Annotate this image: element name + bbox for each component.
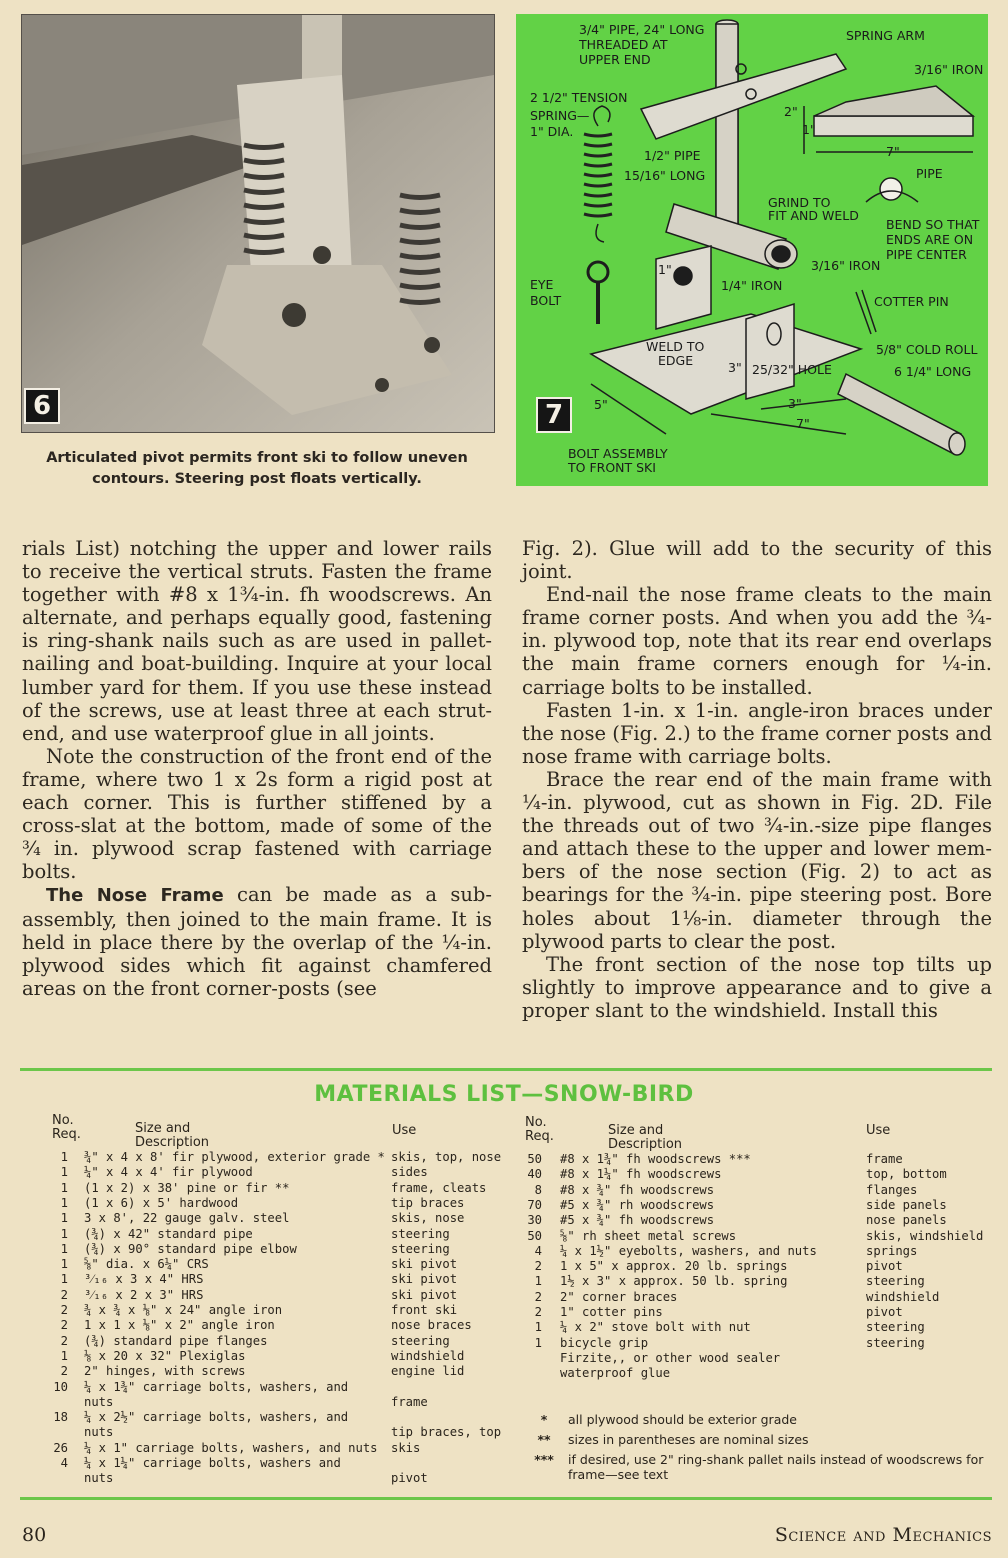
label-pipe-top-3: UPPER END [579,52,651,67]
qty-cell: 1 [60,1226,68,1241]
note-item [530,1432,990,1447]
magazine-name: Science and Mechanics [774,1524,992,1546]
header-use: Use [392,1123,417,1138]
note-text: if desired, use 2" ring-shank pallet nails instead of woodscrews for frame—see text [568,1452,984,1482]
description-cell: 2" hinges, with screws [84,1364,246,1379]
description-cell: ⅛ x 20 x 32" Plexiglas [84,1348,246,1363]
qty-cell: 1 [60,1241,68,1256]
description-cell: ¼ x 1½" eyebolts, washers, and nuts [560,1243,817,1258]
use-cell: windshield [391,1348,465,1363]
qty-cell: 10 [53,1379,68,1394]
qty-cell: 4 [534,1243,542,1258]
use-cell: side panels [866,1197,947,1212]
body-paragraph: rials List) notching the upper and lower rails to receive the vertical struts. Fasten the frame together with #8 x 1¾-in. fh woodscrews. An alternate, and perhaps equally good, fastening is ring-shank nails such as are used in pallet-nailing and boat-building. Inquire at your local lumber yard for them. If you use these instead of the screws, use at least three at each strut-end, and use waterproof glue in all joints. [22,537,492,745]
label-pipe: PIPE [916,166,943,181]
qty-cell: 1 [60,1150,68,1164]
label-dim-7-top: 7" [886,144,900,159]
description-cell: #8 x 1¾" fh woodscrews *** [560,1152,751,1166]
label-grind-2: FIT AND WELD [768,208,859,223]
body-column-right [522,537,992,1022]
description-cell: 3 x 8', 22 gauge galv. steel [84,1211,290,1226]
use-cell: sides [391,1165,428,1180]
note-text: all plywood should be exterior grade [568,1412,797,1427]
qty-cell: 26 [53,1440,68,1455]
description-cell: ¼ x 1" carriage bolts, washers, and nuts [84,1440,378,1455]
label-cold-2: 6 1/4" LONG [894,364,972,379]
use-cell: skis, windshield [866,1228,984,1243]
use-cell: frame [866,1152,903,1166]
note-mark: ** [537,1432,551,1447]
body-paragraph: Brace the rear end of the main frame with ¼-in. plywood, cut as shown in Fig. 2D. File the threads out of two ¾-in.-size pipe flanges and attach these to the upper and lower members of the nose section (Fig. 2) to act as bearings for the ¾-in. pipe steering post. Bore holes about 1⅛-in. diameter through the plywood parts to clear the post. [522,767,992,953]
label-bend-2: ENDS ARE ON [886,232,974,247]
header-no-right: No. [525,1115,547,1130]
label-weld-2: EDGE [658,353,694,368]
qty-cell: 8 [534,1182,542,1197]
use-cell: tip braces [391,1195,465,1210]
description-cell: 2" corner braces [560,1289,678,1304]
label-hole: 25/32" HOLE [752,362,832,377]
body-paragraph: The front section of the nose top tilts up slightly to improve appearance and to give a proper slant to the windshield. Install this [522,952,992,1022]
label-eye-2: BOLT [530,293,562,308]
use-cell: flanges [866,1182,918,1197]
figure-7-number: 7 [536,397,572,433]
label-dim-2: 2" [784,104,798,119]
header-no: No. [52,1113,74,1128]
description-cell: 1 x 5" x approx. 20 lb. springs [560,1259,788,1274]
label-dim-1-plate: 1" [658,262,672,277]
body-paragraph: Fasten 1-in. x 1-in. angle-iron braces under the nose (Fig. 2.) to the frame corner posts and nose frame with carriage bolts. [522,698,992,768]
use-cell: steering [866,1335,925,1350]
caption-line-1: Articulated pivot permits front ski to follow uneven [46,450,468,466]
body-paragraph: Fig. 2). Glue will add to the security of this joint. [522,537,992,584]
use-cell: steering [866,1274,925,1289]
description-cell: bicycle grip [560,1335,649,1350]
label-spring-arm: SPRING ARM [846,28,925,43]
description-cell: (1 x 6) x 5' hardwood [84,1195,239,1210]
use-cell: pivot [866,1259,903,1274]
description-cell: ⅝" dia. x 6¼" CRS [84,1257,209,1272]
description-cell: ¼ x 1¾" carriage bolts, washers, and [84,1379,349,1394]
description-cell: ¾ x ¾ x ⅛" x 24" angle iron [84,1303,283,1317]
qty-cell: 40 [527,1167,542,1182]
use-cell: pivot [391,1471,428,1486]
note-item [530,1412,990,1427]
body-paragraph-text: can be made as a subassembly, then joined to the main frame. It is held in place there by the overlap of the ¼-in. plywood sides which fit against chamfered areas on the front corner-posts (see [22,883,492,1000]
header-size: Size and Description [135,1121,210,1150]
description-cell: ³⁄₁₆ x 2 x 3" HRS [84,1287,204,1302]
use-cell: windshield [866,1289,940,1304]
page-number: 80 [22,1524,47,1546]
use-cell: springs [866,1243,918,1258]
use-cell: skis, top, nose [391,1150,502,1164]
label-cold-1: 5/8" COLD ROLL [876,342,978,357]
use-cell: skis [391,1440,421,1455]
use-cell: skis, nose [391,1211,465,1226]
top-rule [20,1068,992,1071]
use-cell: ski pivot [391,1272,458,1287]
label-tension-3: 1" DIA. [530,124,574,139]
description-cell: Firzite,, or other wood sealer [560,1350,781,1365]
qty-cell: 2 [534,1259,542,1274]
label-pipe-top-2: THREADED AT [579,37,668,52]
label-tension-2: SPRING— [530,108,590,123]
label-tension-1: 2 1/2" TENSION [530,90,628,105]
header-use-right: Use [866,1123,891,1138]
description-cell: #5 x ¾" rh woodscrews [560,1197,715,1212]
description-cell: ¼ x 2½" carriage bolts, washers, and [84,1410,349,1425]
use-cell: engine lid [391,1364,465,1379]
label-dim-3-bottom: 3" [788,396,802,411]
label-bolt-2: TO FRONT SKI [568,460,656,475]
materials-title: MATERIALS LIST—SNOW-BIRD [314,1082,694,1107]
qty-cell: 1 [60,1211,68,1226]
body-paragraph: End-nail the nose frame cleats to the main frame corner posts. And when you add the ¾-in. plywood top, note that its rear end overlaps the main frame corners enough for ¼-in. carriage bolts to be installed. [522,583,992,699]
note-mark: *** [534,1452,554,1467]
label-half-pipe-1: 1/2" PIPE [644,148,701,163]
use-cell: steering [391,1241,450,1256]
qty-cell: 30 [527,1213,542,1228]
header-size-right: Size and Description [608,1123,683,1152]
qty-cell: 1 [534,1274,542,1289]
qty-cell: 2 [60,1364,68,1379]
description-cell: nuts [84,1394,114,1409]
label-dim-7-bottom: 7" [796,416,810,431]
qty-cell: 18 [53,1410,68,1425]
qty-cell: 1 [60,1165,68,1180]
description-cell: ¼ x 1¼" carriage bolts, washers and [84,1456,341,1470]
use-cell: tip braces, top [391,1425,502,1440]
qty-cell: 1 [60,1195,68,1210]
qty-cell: 2 [534,1289,542,1304]
figure-6-photo [21,14,495,433]
qty-cell: 2 [60,1333,68,1348]
qty-cell: 2 [534,1305,542,1319]
description-cell: (1 x 2) x 38' pine or fir ** [84,1180,290,1195]
label-pipe-top-1: 3/4" PIPE, 24" LONG [579,22,705,37]
section-runin-heading: The Nose Frame [46,885,224,907]
label-grind-1: GRIND TO [768,195,831,210]
note-item [530,1452,990,1482]
label-eye-1: EYE [530,277,554,292]
description-cell: nuts [84,1471,114,1486]
bottom-rule [20,1497,992,1500]
description-cell: ¼ x 2" stove bolt with nut [560,1320,751,1335]
qty-cell: 1 [60,1272,68,1287]
description-cell: nuts [84,1425,114,1440]
qty-cell: 50 [527,1228,542,1243]
label-dim-1: 1" [802,122,816,137]
use-cell: pivot [866,1305,903,1319]
description-cell: waterproof glue [560,1366,671,1381]
use-cell: frame [391,1394,428,1409]
description-cell: #8 x 1¼" fh woodscrews [560,1167,722,1182]
header-req-right: Req. [525,1129,554,1144]
label-iron-14: 1/4" IRON [721,278,783,293]
qty-cell: 2 [60,1287,68,1302]
qty-cell: 70 [527,1197,542,1212]
qty-cell: 1 [534,1320,542,1335]
description-cell: #8 x ¾" fh woodscrews [560,1182,715,1197]
qty-cell: 1 [534,1335,542,1350]
figure-6-number: 6 [24,388,60,424]
note-text: sizes in parentheses are nominal sizes [568,1432,809,1447]
use-cell: frame, cleats [391,1180,487,1195]
use-cell: nose panels [866,1213,947,1228]
label-iron-316-mid: 3/16" IRON [811,258,881,273]
qty-cell: 1 [60,1348,68,1363]
materials-notes [530,1412,990,1487]
figure-6-caption [21,448,493,490]
description-cell: (¾) x 90° standard pipe elbow [84,1241,297,1256]
body-column-left [22,537,492,1000]
caption-line-2: contours. Steering post floats vertically. [92,471,422,487]
use-cell: ski pivot [391,1257,458,1272]
description-cell: (¾) x 42" standard pipe [84,1226,253,1241]
description-cell: ³⁄₁₆ x 3 x 4" HRS [84,1272,204,1287]
use-cell: nose braces [391,1318,472,1333]
use-cell: steering [391,1226,450,1241]
use-cell: front ski [391,1303,458,1317]
qty-cell: 2 [60,1318,68,1333]
label-dim-3: 3" [728,360,742,375]
label-half-pipe-2: 15/16" LONG [624,168,706,183]
label-weld-1: WELD TO [646,339,705,354]
label-dim-5: 5" [594,397,608,412]
description-cell: 1" cotter pins [560,1305,663,1319]
use-cell: steering [866,1320,925,1335]
description-cell: #5 x ¾" fh woodscrews [560,1213,715,1228]
body-paragraph [22,883,492,999]
header-req: Req. [52,1127,81,1142]
figure-7-diagram [516,14,988,486]
label-cotter: COTTER PIN [874,294,949,309]
qty-cell: 2 [60,1303,68,1317]
description-cell: ⅝" rh sheet metal screws [560,1228,737,1243]
qty-cell: 4 [60,1456,68,1470]
description-cell: 1 x 1 x ⅛" x 2" angle iron [84,1318,275,1333]
description-cell: ¼" x 4 x 4' fir plywood [84,1165,253,1180]
description-cell: (¾) standard pipe flanges [84,1333,268,1348]
qty-cell: 1 [60,1257,68,1272]
qty-cell: 50 [527,1152,542,1166]
body-paragraph: Note the construction of the front end of the frame, where two 1 x 2s form a rigid post at each corner. This is further stiffened by a cross-slat at the bottom, made of some of the ¾ in. plywood scrap fastened with carriage bolts. [22,744,492,884]
qty-cell: 1 [60,1180,68,1195]
note-mark: * [540,1412,548,1427]
use-cell: ski pivot [391,1287,458,1302]
label-bend-1: BEND SO THAT [886,217,980,232]
label-iron-316-top: 3/16" IRON [914,62,984,77]
description-cell: 1½ x 3" x approx. 50 lb. spring [560,1274,788,1289]
use-cell: steering [391,1333,450,1348]
description-cell: ¾" x 4 x 8' fir plywood, exterior grade * [84,1150,385,1164]
label-bend-3: PIPE CENTER [886,247,967,262]
use-cell: top, bottom [866,1167,947,1182]
label-bolt-1: BOLT ASSEMBLY [568,446,668,461]
